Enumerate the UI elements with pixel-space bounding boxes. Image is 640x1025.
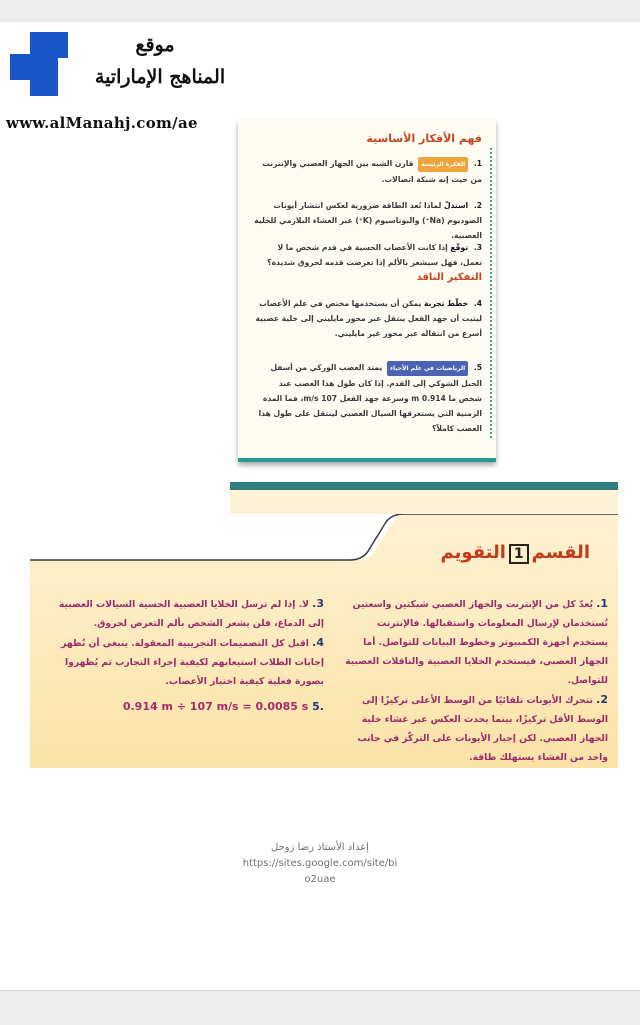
section-number-box: 1 — [509, 544, 529, 564]
answer-2: 2. تتحرك الأيونات تلقائيًا من الوسط الأعلى تركيزًا إلى الوسط الأقل تركيزًا، بينما يحدث العكس عبر غشاء خلية الجهاز العصبي. لكن إجبار الأيونات على التركّز في جانب واحد من الغشاء يستهلك طاقة. — [357, 693, 608, 763]
answer-1: 1. يُعدّ كل من الإنترنت والجهاز العصبي شبكتين واسعتين تُستخدمان لإرسال المعلومات واستقبالها. فالإنترنت يستخدم أجهزة الكمبيوتر وخطوط البيانات للتواصل. أما الجهاز العصبي، فيستخدم الخلايا العصبية والناقلات العصبية للتواصل. — [345, 597, 608, 686]
site-name: المناهج الإماراتية — [94, 66, 226, 88]
author-credit — [200, 840, 440, 888]
answer-5-equation: 0.914 m ÷ 107 m/s = 0.0085 s 5. — [122, 700, 324, 713]
section-divider-band — [230, 482, 618, 490]
review-question-1: 1. الفكرة الرئيسة قارن الشبه بين الجهاز العصبي والإنترنت من حيث إنه شبكة اتصالات. — [262, 159, 482, 184]
site-link-line-2[interactable]: o2uae — [304, 874, 336, 885]
review-questions-card — [238, 120, 496, 462]
assessment-title: القسم1التقويم — [440, 542, 590, 563]
author-name: إعداد الأستاذ رضا زوحل — [271, 842, 369, 853]
site-word: موقع — [135, 34, 175, 56]
bottom-bar — [0, 990, 640, 1025]
document-page — [0, 22, 640, 990]
answer-3: 3. لا. إذا لم ترسل الخلايا العصبية الحسية السيالات العصبية إلى الدماغ، فلن يشعر الشخص بألم التعرض لحروق. — [58, 597, 324, 629]
card-dotted-rule — [490, 148, 492, 438]
answer-4: 4. اقبل كل التصميمات التجريبية المعقولة. ينبغي أن تُظهر إجابات الطلاب استيعابهم لكيفية إجراء التجارب ثم يُظهروا بصورة فعلية كيفية اختبار الأعصاب. — [61, 636, 324, 687]
answers-left-column — [42, 594, 324, 716]
answers-right-column — [343, 594, 608, 767]
review-question-5: 5. الرياضيات في علم الأحياء يمتد العصب الوركي من أسفل الحبل الشوكي إلى القدم. إذا كان طول هذا العصب عند شخص ما 0.914 m وسرعة جهد الفعل 107 m/s، فما المدة الزمنية التي يستغرقها السيال العصبي لينتقل على طول هذا العصب كاملاً؟ — [258, 363, 482, 433]
top-status-bar — [0, 0, 640, 23]
review-question-3: 3. توقّع إذا كانت الأعصاب الحسية في قدم شخص ما لا تعمل، فهل سيشعر بالألم إذا تعرضت قدمه لحروق شديدة؟ — [267, 243, 482, 267]
review-question-2: 2. استدلّ لماذا تُعد الطاقة ضرورية لعكس انتشار أيونات الصوديوم (Na⁺) والبوتاسيوم (K⁺) عبر الغشاء البلازمي للخلية العصبية. — [254, 201, 482, 240]
review-question-4: 4. خطّط تجربة يمكن أن يستخدمها مختص في علم الأعصاب ليثبت أن جهد الفعل ينتقل عبر محور مايليني إلى خلية عصبية أسرع من انتقاله عبر محور غير مايليني. — [255, 299, 482, 338]
critical-thinking-heading: التفكير الناقد — [416, 272, 482, 283]
card-heading: فهم الأفكار الأساسية — [366, 132, 482, 145]
site-logo-icon — [10, 32, 70, 96]
site-url-link[interactable]: www.alManahj.com/ae — [6, 114, 198, 132]
main-idea-tag: الفكرة الرئيسة — [418, 157, 468, 172]
assessment-panel — [30, 490, 618, 768]
math-in-biology-tag: الرياضيات في علم الأحياء — [387, 361, 468, 376]
site-link-line-1[interactable]: https://sites.google.com/site/bi — [242, 858, 398, 869]
